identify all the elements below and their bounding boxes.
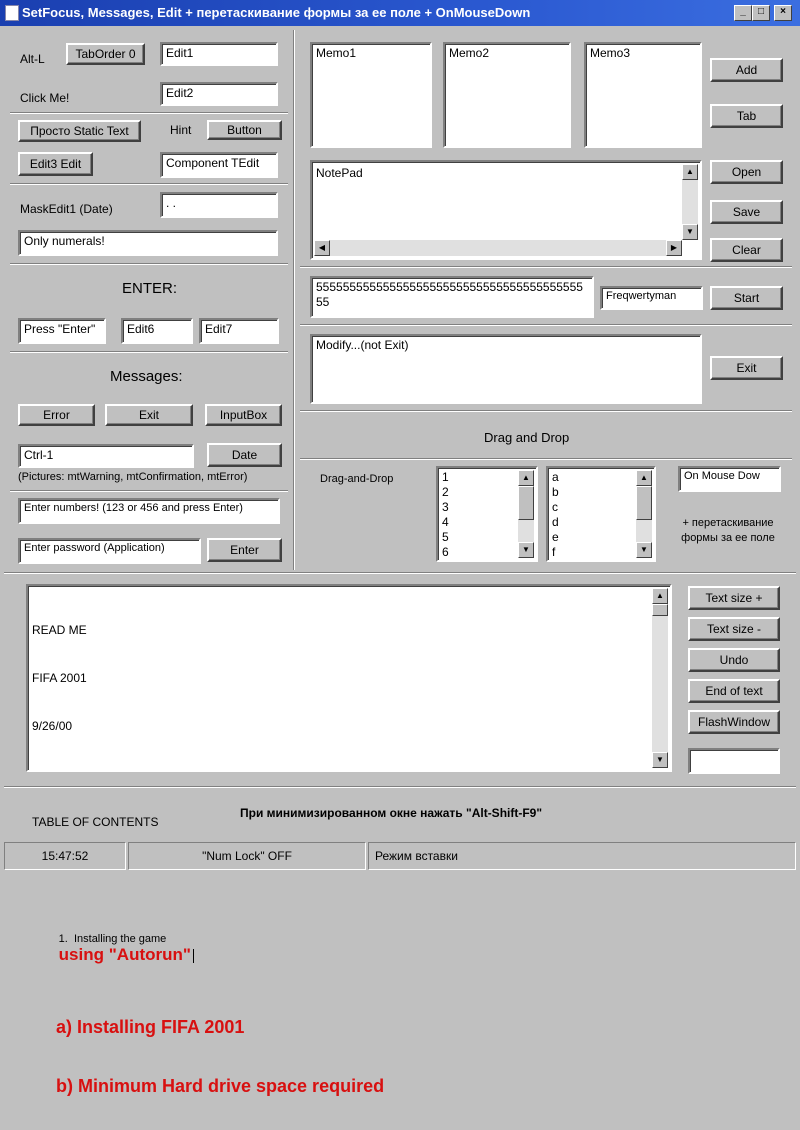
digits-memo[interactable]: 5555555555555555555555555555555555555555 55 [310, 276, 594, 318]
notepad-vscroll[interactable] [682, 164, 698, 240]
open-button[interactable]: Open [710, 160, 783, 184]
maskedit-date-field[interactable]: . . [160, 192, 278, 218]
maskedit-label: MaskEdit1 (Date) [20, 202, 113, 216]
notepad-hscroll[interactable] [314, 240, 682, 256]
numbers-scrollbar[interactable] [518, 470, 534, 558]
sub-item-a: a) Installing FIFA 2001 [56, 1017, 245, 1037]
text-size-minus-button[interactable]: Text size - [688, 617, 780, 641]
ctrl1-field[interactable]: Ctrl-1 [18, 444, 194, 468]
messages-heading: Messages: [110, 368, 183, 385]
letters-scrollbar[interactable] [636, 470, 652, 558]
separator [10, 351, 288, 353]
memo3-text: Memo3 [590, 46, 631, 60]
readme-line: 9/26/00 [32, 719, 73, 733]
exit-message-button[interactable]: Exit [105, 404, 193, 426]
freq-field[interactable]: Freqwertyman [600, 286, 703, 310]
separator [10, 112, 288, 114]
list-item[interactable]: 6 [442, 545, 449, 559]
component-tedit-field[interactable]: Component TEdit [160, 152, 278, 178]
undo-button[interactable]: Undo [688, 648, 780, 672]
enter-numbers-field[interactable]: Enter numbers! (123 or 456 and press Enter) [18, 498, 280, 524]
readme-line [32, 766, 384, 782]
title-bar[interactable] [0, 0, 800, 26]
list-item[interactable]: a [552, 470, 559, 484]
edit1-field[interactable]: Edit1 [160, 42, 278, 66]
list-item[interactable]: 1 [442, 470, 449, 484]
drag-note: + перетаскивание формы за ее поле [681, 517, 775, 544]
enter-password-field[interactable]: Enter password (Application) [18, 538, 201, 564]
readme-line: READ ME [32, 623, 87, 637]
static-text-button[interactable]: Просто Static Text [18, 120, 141, 142]
separator [300, 266, 792, 268]
scroll-down-icon[interactable]: ▼ [636, 542, 652, 558]
memo3[interactable] [584, 42, 702, 148]
error-button[interactable]: Error [18, 404, 95, 426]
list-item[interactable]: d [552, 515, 559, 529]
app-icon[interactable] [5, 5, 19, 21]
notepad-text: NotePad [316, 166, 363, 180]
modify-memo[interactable] [310, 334, 702, 404]
list-item[interactable]: 3 [442, 500, 449, 514]
list-item[interactable]: 4 [442, 515, 449, 529]
scroll-right-icon[interactable]: ▶ [666, 240, 682, 256]
memo2[interactable] [443, 42, 571, 148]
drag-drop-heading: Drag and Drop [484, 430, 570, 445]
separator [300, 410, 792, 412]
edit3-button[interactable]: Edit3 Edit [18, 152, 93, 176]
scroll-left-icon[interactable]: ◀ [314, 240, 330, 256]
readme-line: FIFA 2001 [32, 671, 87, 685]
press-enter-field[interactable]: Press "Enter" [18, 318, 106, 344]
list-item[interactable]: e [552, 530, 559, 544]
separator [300, 324, 792, 326]
numbers-listbox[interactable] [436, 466, 538, 562]
minimize-button[interactable]: _ [734, 5, 752, 21]
status-time: 15:47:52 [4, 842, 126, 870]
letters-listbox[interactable] [546, 466, 656, 562]
pictures-text: (Pictures: mtWarning, mtConfirmation, mtError) [18, 471, 248, 483]
inputbox-button[interactable]: InputBox [205, 404, 282, 426]
notepad-memo[interactable] [310, 160, 702, 260]
modify-text: Modify...(not Exit) [316, 338, 409, 352]
list-item[interactable]: c [552, 500, 558, 514]
separator [4, 786, 796, 788]
tab-button[interactable]: Tab [710, 104, 783, 128]
minimize-hint: При минимизированном окне нажать "Alt-Shift-F9" [240, 806, 543, 820]
end-of-text-button[interactable]: End of text [688, 679, 780, 703]
list-item[interactable]: f [552, 545, 556, 559]
text-size-plus-button[interactable]: Text size + [688, 586, 780, 610]
edit2-field[interactable]: Edit2 [160, 82, 278, 106]
list-item[interactable]: 5 [442, 530, 449, 544]
edit7-field[interactable]: Edit7 [199, 318, 279, 344]
scroll-up-icon[interactable]: ▲ [682, 164, 698, 180]
list-item[interactable]: 2 [442, 485, 449, 499]
text-caret [193, 949, 197, 963]
scroll-thumb[interactable] [636, 486, 652, 520]
memo1-text: Memo1 [316, 46, 357, 60]
sub-item-b: b) Minimum Hard drive space required [56, 1076, 385, 1096]
scroll-down-icon[interactable]: ▼ [518, 542, 534, 558]
flash-window-button[interactable]: FlashWindow [688, 710, 780, 734]
hint-label: Hint [170, 123, 192, 137]
alt-l-label: Alt-L [20, 52, 45, 66]
separator [10, 263, 288, 265]
only-numerals-field[interactable]: Only numerals! [18, 230, 278, 256]
scroll-down-icon[interactable]: ▼ [682, 224, 698, 240]
memo2-text: Memo2 [449, 46, 490, 60]
start-button[interactable]: Start [710, 286, 783, 310]
scroll-up-icon[interactable]: ▲ [636, 470, 652, 486]
save-button[interactable]: Save [710, 200, 783, 224]
maximize-button[interactable]: □ [752, 5, 770, 21]
small-edit-field[interactable] [688, 748, 780, 774]
enter-button[interactable]: Enter [207, 538, 282, 562]
drag-drop-label[interactable]: Drag-and-Drop [320, 473, 394, 485]
scroll-down-icon[interactable]: ▼ [652, 752, 668, 768]
status-mode: Режим вставки [368, 842, 796, 870]
status-numlock: "Num Lock" OFF [128, 842, 366, 870]
scroll-thumb[interactable] [518, 486, 534, 520]
edit6-field[interactable]: Edit6 [121, 318, 193, 344]
scroll-thumb[interactable] [652, 604, 668, 616]
add-button[interactable]: Add [710, 58, 783, 82]
toc-item-red-text: using "Autorun" [58, 945, 191, 964]
separator [300, 458, 792, 460]
memo1[interactable] [310, 42, 432, 148]
readme-vscroll[interactable] [652, 588, 668, 768]
readme-line: TABLE OF CONTENTS [32, 815, 159, 829]
hint-button[interactable]: Button [207, 120, 282, 140]
separator [10, 490, 288, 492]
enter-heading: ENTER: [122, 280, 178, 297]
separator [4, 572, 796, 574]
separator [10, 183, 288, 185]
pane-divider [293, 30, 295, 570]
scroll-up-icon[interactable]: ▲ [518, 470, 534, 486]
date-button[interactable]: Date [207, 443, 282, 467]
clear-button[interactable]: Clear [710, 238, 783, 262]
close-button[interactable]: × [774, 5, 792, 21]
toc-item-text: 1. Installing the game [58, 933, 167, 945]
scroll-up-icon[interactable]: ▲ [652, 588, 668, 604]
list-item[interactable]: b [552, 485, 559, 499]
on-mouse-down-field[interactable]: On Mouse Dow [678, 466, 781, 492]
click-me-label[interactable]: Click Me! [20, 91, 70, 105]
exit-button[interactable]: Exit [710, 356, 783, 380]
taborder-button[interactable]: TabOrder 0 [66, 43, 145, 65]
window-title: SetFocus, Messages, Edit + перетаскивание формы за ее поле + OnMouseDown [22, 5, 531, 20]
